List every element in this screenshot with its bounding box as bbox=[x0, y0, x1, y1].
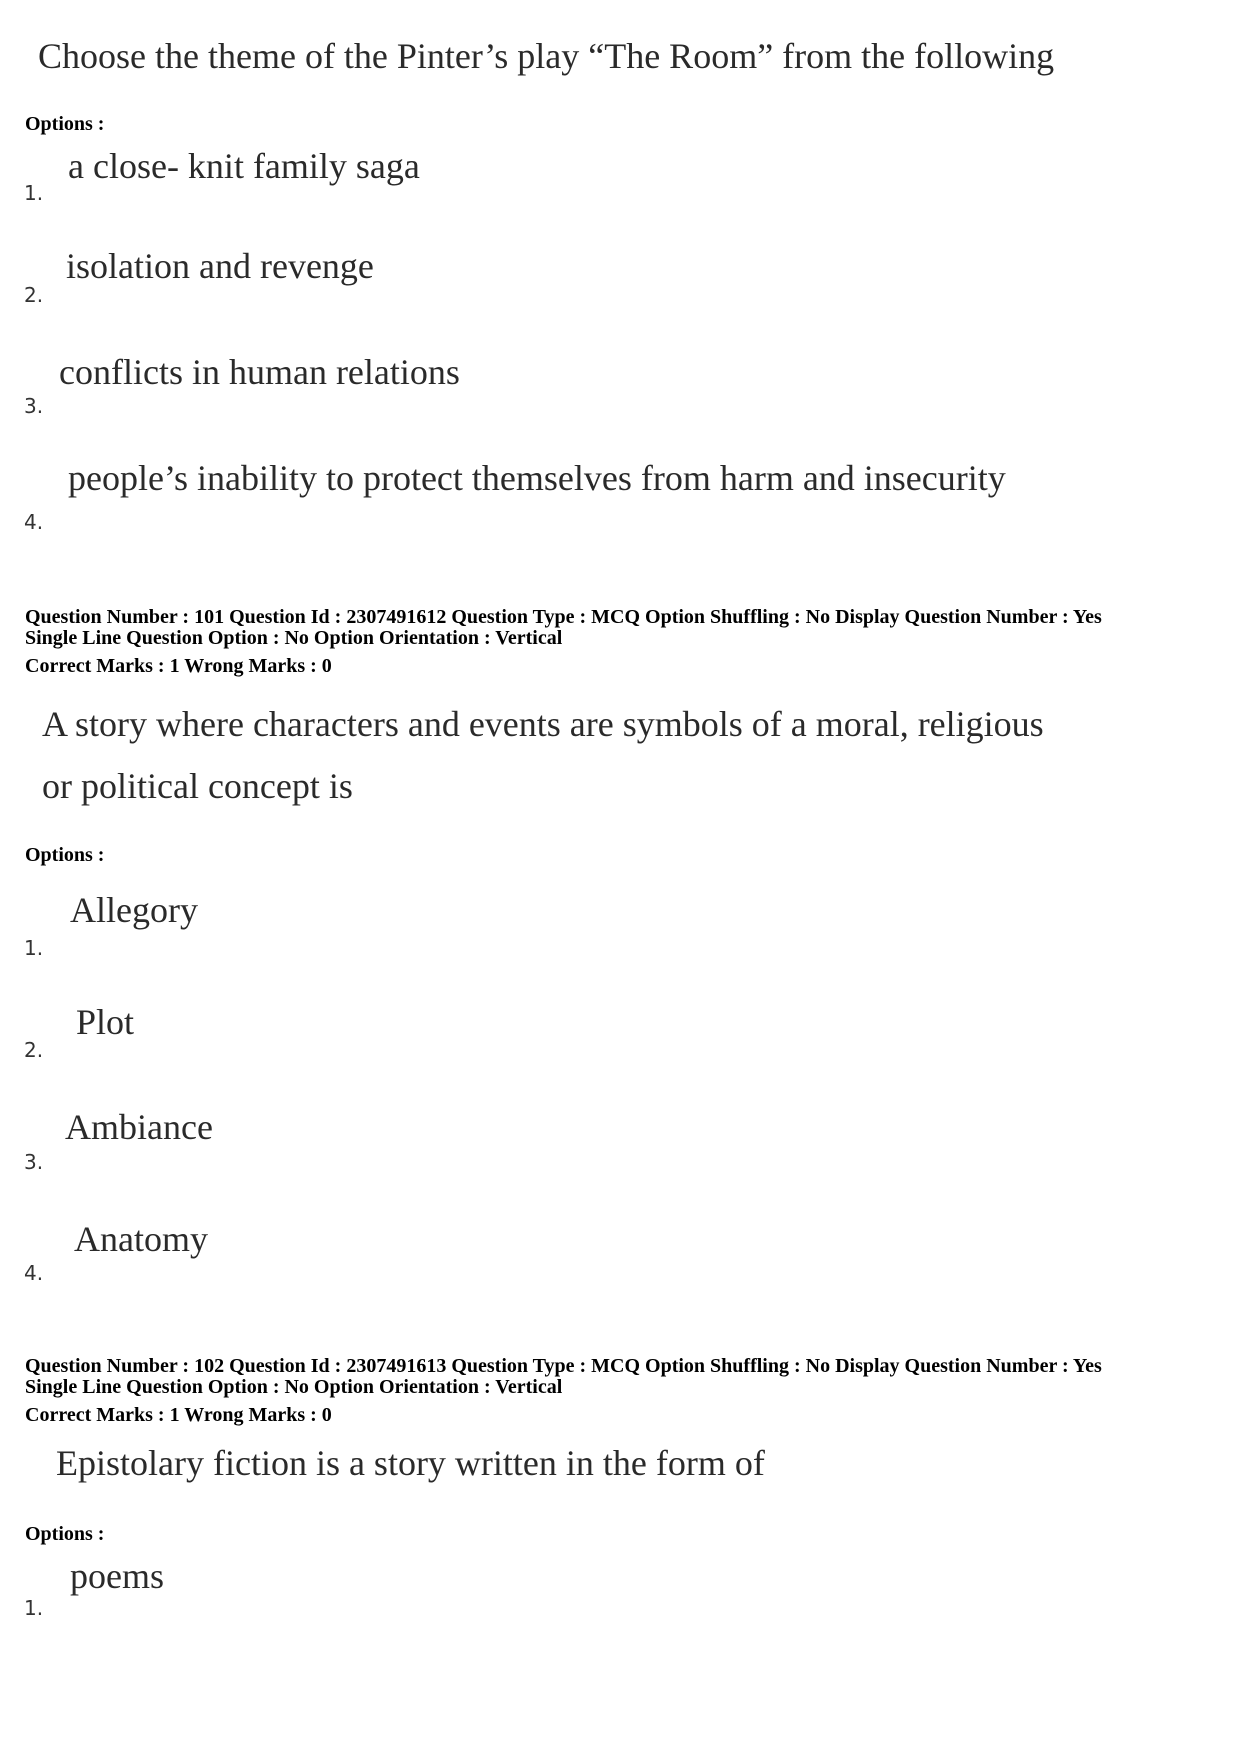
option-text: isolation and revenge bbox=[66, 246, 374, 286]
option-text: conflicts in human relations bbox=[59, 352, 460, 392]
option-number: 4. bbox=[24, 510, 44, 534]
option-number: 2. bbox=[24, 283, 44, 307]
option-text: a close- knit family saga bbox=[68, 146, 420, 186]
question-text: Choose the theme of the Pinter’s play “The Room” from the following bbox=[38, 36, 1055, 76]
question-text: or political concept is bbox=[42, 766, 353, 806]
option-text: Plot bbox=[76, 1002, 135, 1042]
question-meta: Question Number : 101 Question Id : 2307491612 Question Type : MCQ Option Shuffling : No Display Question Number : Yes bbox=[25, 606, 1102, 628]
option-number: 1. bbox=[24, 181, 44, 205]
option-number: 4. bbox=[24, 1261, 44, 1285]
option-number: 2. bbox=[24, 1038, 44, 1062]
option-text: Allegory bbox=[70, 890, 198, 930]
option-text: Anatomy bbox=[74, 1219, 208, 1259]
option-number: 3. bbox=[24, 1150, 44, 1174]
question-meta: Single Line Question Option : No Option Orientation : Vertical bbox=[25, 627, 563, 649]
question-marks: Correct Marks : 1 Wrong Marks : 0 bbox=[25, 655, 332, 677]
question-text: Epistolary fiction is a story written in the form of bbox=[56, 1443, 765, 1483]
option-number: 1. bbox=[24, 1596, 44, 1620]
option-number: 3. bbox=[24, 394, 44, 418]
option-text: Ambiance bbox=[65, 1107, 213, 1147]
option-number: 1. bbox=[24, 936, 44, 960]
options-label: Options : bbox=[25, 113, 105, 135]
question-meta: Question Number : 102 Question Id : 2307491613 Question Type : MCQ Option Shuffling : No Display Question Number : Yes bbox=[25, 1355, 1102, 1377]
option-text: people’s inability to protect themselves from harm and insecurity bbox=[68, 458, 1006, 498]
question-meta: Single Line Question Option : No Option Orientation : Vertical bbox=[25, 1376, 563, 1398]
options-label: Options : bbox=[25, 1523, 105, 1545]
question-text: A story where characters and events are symbols of a moral, religious bbox=[42, 704, 1044, 744]
question-marks: Correct Marks : 1 Wrong Marks : 0 bbox=[25, 1404, 332, 1426]
options-label: Options : bbox=[25, 844, 105, 866]
option-text: poems bbox=[70, 1556, 164, 1596]
